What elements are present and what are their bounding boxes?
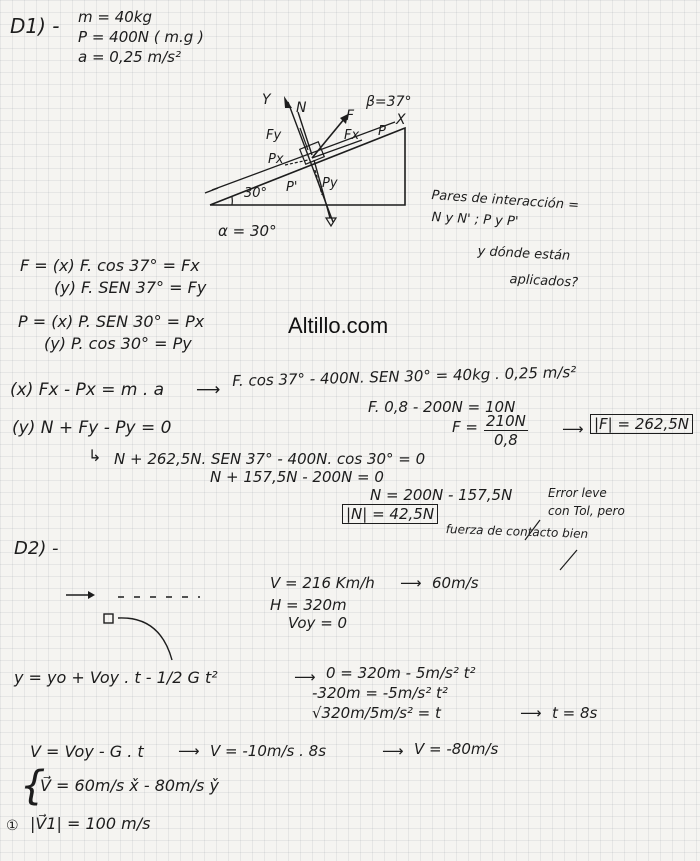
brace: { [20,763,46,809]
diagram-label-fx: Fx [344,128,360,143]
diagram-label-f: F [346,108,355,124]
velocity-modulus: |V⃗1| = 100 m/s [30,814,151,833]
arrow-4: ⟶ [400,574,422,592]
eq-x-simplified: F. 0,8 - 200N = 10N [368,398,516,416]
trajectory-curve [118,618,172,660]
correction-line-1: Error leve [548,486,607,500]
y-axis-arrow [284,96,292,108]
arrow-5: ⟶ [294,668,316,686]
eq-x-substituted: F. cos 37° - 400N. SEN 30° = 40kg . 0,25 m/s² [232,362,577,390]
problem-1-label: D1) - [10,14,60,38]
acceleration-value: a = 0,25 m/s² [78,48,181,66]
eq-y-simplified: N + 157,5N - 200N = 0 [210,468,384,486]
note-line-3: y dónde están [477,244,571,264]
eq-y-sum: (y) N + Fy - Py = 0 [12,418,172,438]
speed-converted: 60m/s [432,574,479,592]
x-axis-line [212,122,395,190]
n-value: N = 200N - 157,5N [370,486,513,504]
diagram-label-px: Px [268,152,284,167]
diagram-label-p: P [378,124,386,139]
note-line-4: aplicados? [509,272,579,291]
force-p-y: (y) P. cos 30° = Py [44,334,192,353]
arrow-2: ⟶ [562,420,584,438]
f-denominator: 0,8 [494,431,518,449]
position-simplified: -320m = -5m/s² t² [312,684,448,702]
arrow-1: ⟶ [196,380,221,400]
position-substituted: 0 = 320m - 5m/s² t² [326,664,476,682]
f-lhs: F = [452,418,478,436]
x-axis-arrow [205,188,218,193]
voy-value: Voy = 0 [288,614,348,632]
velocity-substituted: V = -10m/s . 8s [210,742,327,760]
diagram-label-beta: β=37° [366,94,412,110]
note-line-1: Pares de interacción = [430,188,580,214]
diagram-label-n: N [296,100,307,116]
f-fraction [484,412,528,449]
item-marker: ① [6,818,19,834]
watermark: Altillo.com [288,313,389,338]
diagram-label-alpha: α = 30° [218,222,277,240]
speed-value: V = 216 Km/h [270,574,375,592]
n-result: |N| = 42,5N [342,504,438,524]
note-line-2: N y N' ; P y P' [431,210,519,230]
projectile-box [104,614,113,623]
diagram-label-fy: Fy [266,128,282,143]
force-p-x: P = (x) P. SEN 30° = Px [18,312,205,331]
position-equation: y = yo + Voy . t - 1/2 G t² [14,668,218,687]
diagram-label-p-prime: P' [286,180,298,195]
diagram-label-x: X [396,112,406,128]
problem-2-label: D2) - [14,538,59,559]
correction-line-2: con Tol, pero [548,504,625,518]
diagram-label-angle: 30° [244,186,268,201]
diagram-label-y: Y [262,92,271,108]
time-sqrt: √320m/5m/s² = t [312,704,441,722]
mass-value: m = 40kg [78,8,153,26]
velocity-equation: V = Voy - G . t [30,742,144,761]
arrow-7: ⟶ [178,742,200,760]
arrow-6: ⟶ [520,704,542,722]
f-numerator: 210N [486,412,526,430]
force-f-y: (y) F. SEN 37° = Fy [54,278,207,297]
weight-value: P = 400N ( m.g ) [78,28,204,46]
arrow-8: ⟶ [382,742,404,760]
velocity-value: V = -80m/s [414,740,499,758]
height-value: H = 320m [270,596,347,614]
eq-x-sum: (x) Fx - Px = m . a [10,380,165,400]
arrow-3: ↳ [88,446,102,465]
velocity-vector: V⃗ = 60m/s x̌ - 80m/s y̌ [40,776,219,795]
f-result: |F| = 262,5N [590,414,693,434]
eq-y-substituted: N + 262,5N. SEN 37° - 400N. cos 30° = 0 [114,450,426,468]
time-value: t = 8s [552,704,598,722]
diagram-label-py: Py [322,176,338,191]
correction-line-3: fuerza de contacto bien [445,522,589,541]
force-f-x: F = (x) F. cos 37° = Fx [20,256,200,275]
